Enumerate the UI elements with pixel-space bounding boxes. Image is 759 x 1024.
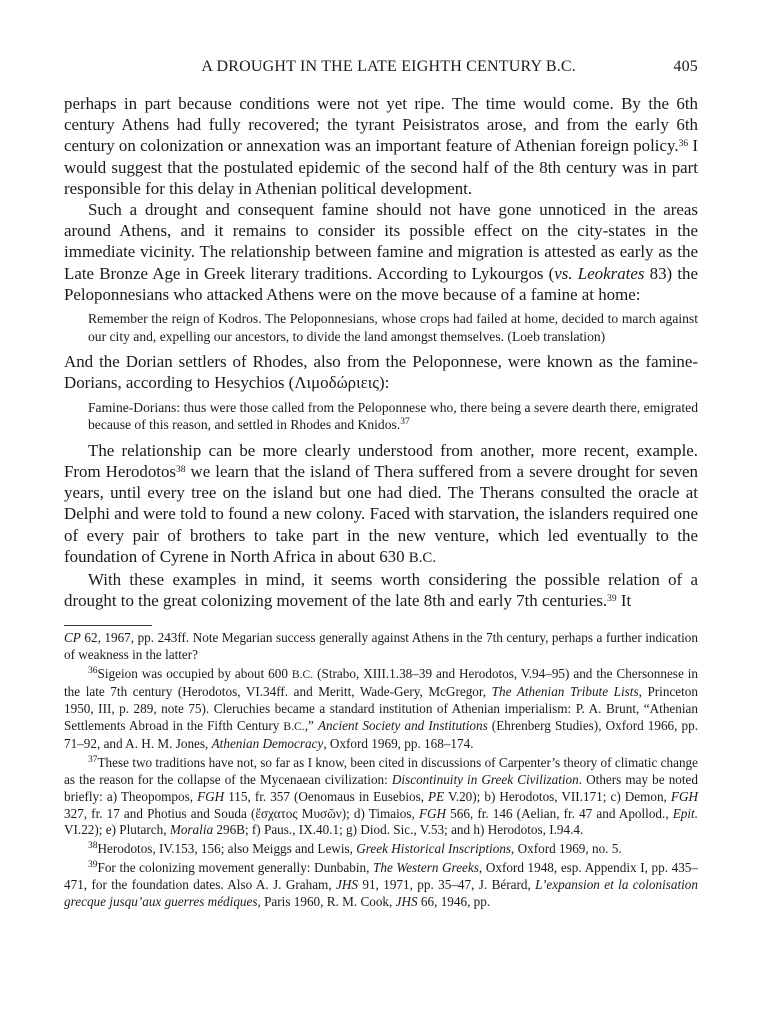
footnote-ref-39[interactable]: 39 [607,594,617,605]
paragraph-1: perhaps in part because conditions were not yet ripe. The time would come. By the 6th century Athens had fully recovered; the tyrant Peisistratos arose, and from the early 6th century on colonization or annexation was an important feature of Athenian foreign policy.$^{36}$ I would suggest that the postulated epidemic of the second half of the 8th century was in part responsible for this delay in Athenian political development. [64,94,698,198]
block-quote-lykourgos: Remember the reign of Kodros. The Peloponnesians, whose crops had failed at home, decided to march against our city and, expelling our ancestors, to divide the land amongst themselves. (Loeb translation) [88,311,698,344]
paragraph-5: With these examples in mind, it seems worth considering the possible relation of a drought to the great colonizing movement of the late 8th and early 7th centuries.$^{39}$ It [64,570,698,611]
footnote-39: $^{39}$For the colonizing movement generally: Dunbabin, The Western Greeks, Oxford 1948, esp. Appendix I, pp. 435–471, for the foundation dates. Also A. J. Graham, JHS 91, 1971, pp. 35–47, J. Bérard, L’expansion et la colonisation grecque jusqu’aux guerres médiques, Paris 1960, R. M. Cook, JHS 66, 1946, pp. [64,860,698,910]
footnote-ref-36[interactable]: 36 [678,139,689,150]
footnote-37: $^{37}$These two traditions have not, so far as I know, been cited in discussions of Carpenter’s theory of climatic change as the reason for the collapse of the Mycenaean civilization: Discontinuity in Greek Civilization. Others may be noted briefly: a) Theopompos, FGH 115, fr. 357 (Oenomaus in Eusebios, PE V.20); b) Herodotos, VII.171; c) Demon, FGH 327, fr. 17 and Photius and Souda (ἔσχατος Μυσῶν); d) Timaios, FGH 566, fr. 146 (Aelian, fr. 47 and Apollod., Epit. VI.22); e) Plutarch, Moralia 296B; f) Paus., IX.40.1; g) Diod. Sic., V.53; and h) Herodotos, I.94.4. [64,754,699,838]
running-header [64,58,698,84]
paragraph-2: Such a drought and consequent famine should not have gone unnoticed in the areas around Athens, and it remains to consider its possible effect on the city-states in the immediate vicinity. The relationship between famine and migration is attested as early as the Late Bronze Age in Greek literary traditions. According to Lykourgos (vs. Leokrates 83) the Peloponnesians who attacked Athens were on the move because of a famine at home: [64,200,698,304]
footnote-36: $^{36}$Sigeion was occupied by about 600 B.C. (Strabo, XIII.1.38–39 and Herodotos, V.94–95) and the Chersonnese in the late 7th century (Herodotos, VI.34ff. and Meritt, Wade-Gery, McGregor, The Athenian Tribute Lists, Princeton 1950, III, p. 289, note 75). Cleruchies became a standard institution of Athenian imperialism: P. A. Brunt, “Athenian Settlements Abroad in the Fifth Century B.C.,” Ancient Society and Institutions (Ehrenberg Studies), Oxford 1966, pp. 71–92, and A. H. M. Jones, Athenian Democracy, Oxford 1969, pp. 168–174. [64,666,699,751]
greek-term: ἔσχατος Μυσῶν [255,805,342,821]
paragraph-4: The relationship can be more clearly understood from another, more recent, example. From Herodotos$^{38}$ we learn that the island of Thera suffered from a severe drought for seven years, until every tree on the island but one had died. The Therans consulted the oracle at Delphi and were told to found a new colony. Faced with starvation, the islanders required one of every pair of brothers to take part in the new venture, which led eventually to the foundation of Cyrene in North Africa in about 630 B.C. [64,440,698,566]
footnotes [64,630,698,911]
block-quote-hesychios: Famine-Dorians: thus were those called from the Peloponnese who, there being a severe dearth there, emigrated because of this reason, and settled in Rhodes and Knidos.$^{37}$ [88,399,698,433]
body-text [64,93,698,611]
page-number: 405 [673,58,698,75]
page [64,58,698,913]
paragraph-3: And the Dorian settlers of Rhodes, also from the Peloponnese, were known as the famine-Dorians, according to Hesychios (Λιμοδώριεις): [64,352,698,393]
footnote-continuation: CP 62, 1967, pp. 243ff. Note Megarian success generally against Athens in the 7th century, perhaps a further indication of weakness in the latter? [64,630,698,663]
footnote-divider [64,625,152,626]
footnote-ref-38[interactable]: 38 [176,465,186,476]
footnote-38: $^{38}$Herodotos, IV.153, 156; also Meiggs and Lewis, Greek Historical Inscriptions, Oxford 1969, no. 5. [88,841,622,857]
running-title: A DROUGHT IN THE LATE EIGHTH CENTURY B.C. [201,58,576,75]
footnote-ref-37[interactable]: 37 [400,417,410,428]
greek-term: Λιμοδώριεις [294,373,379,393]
